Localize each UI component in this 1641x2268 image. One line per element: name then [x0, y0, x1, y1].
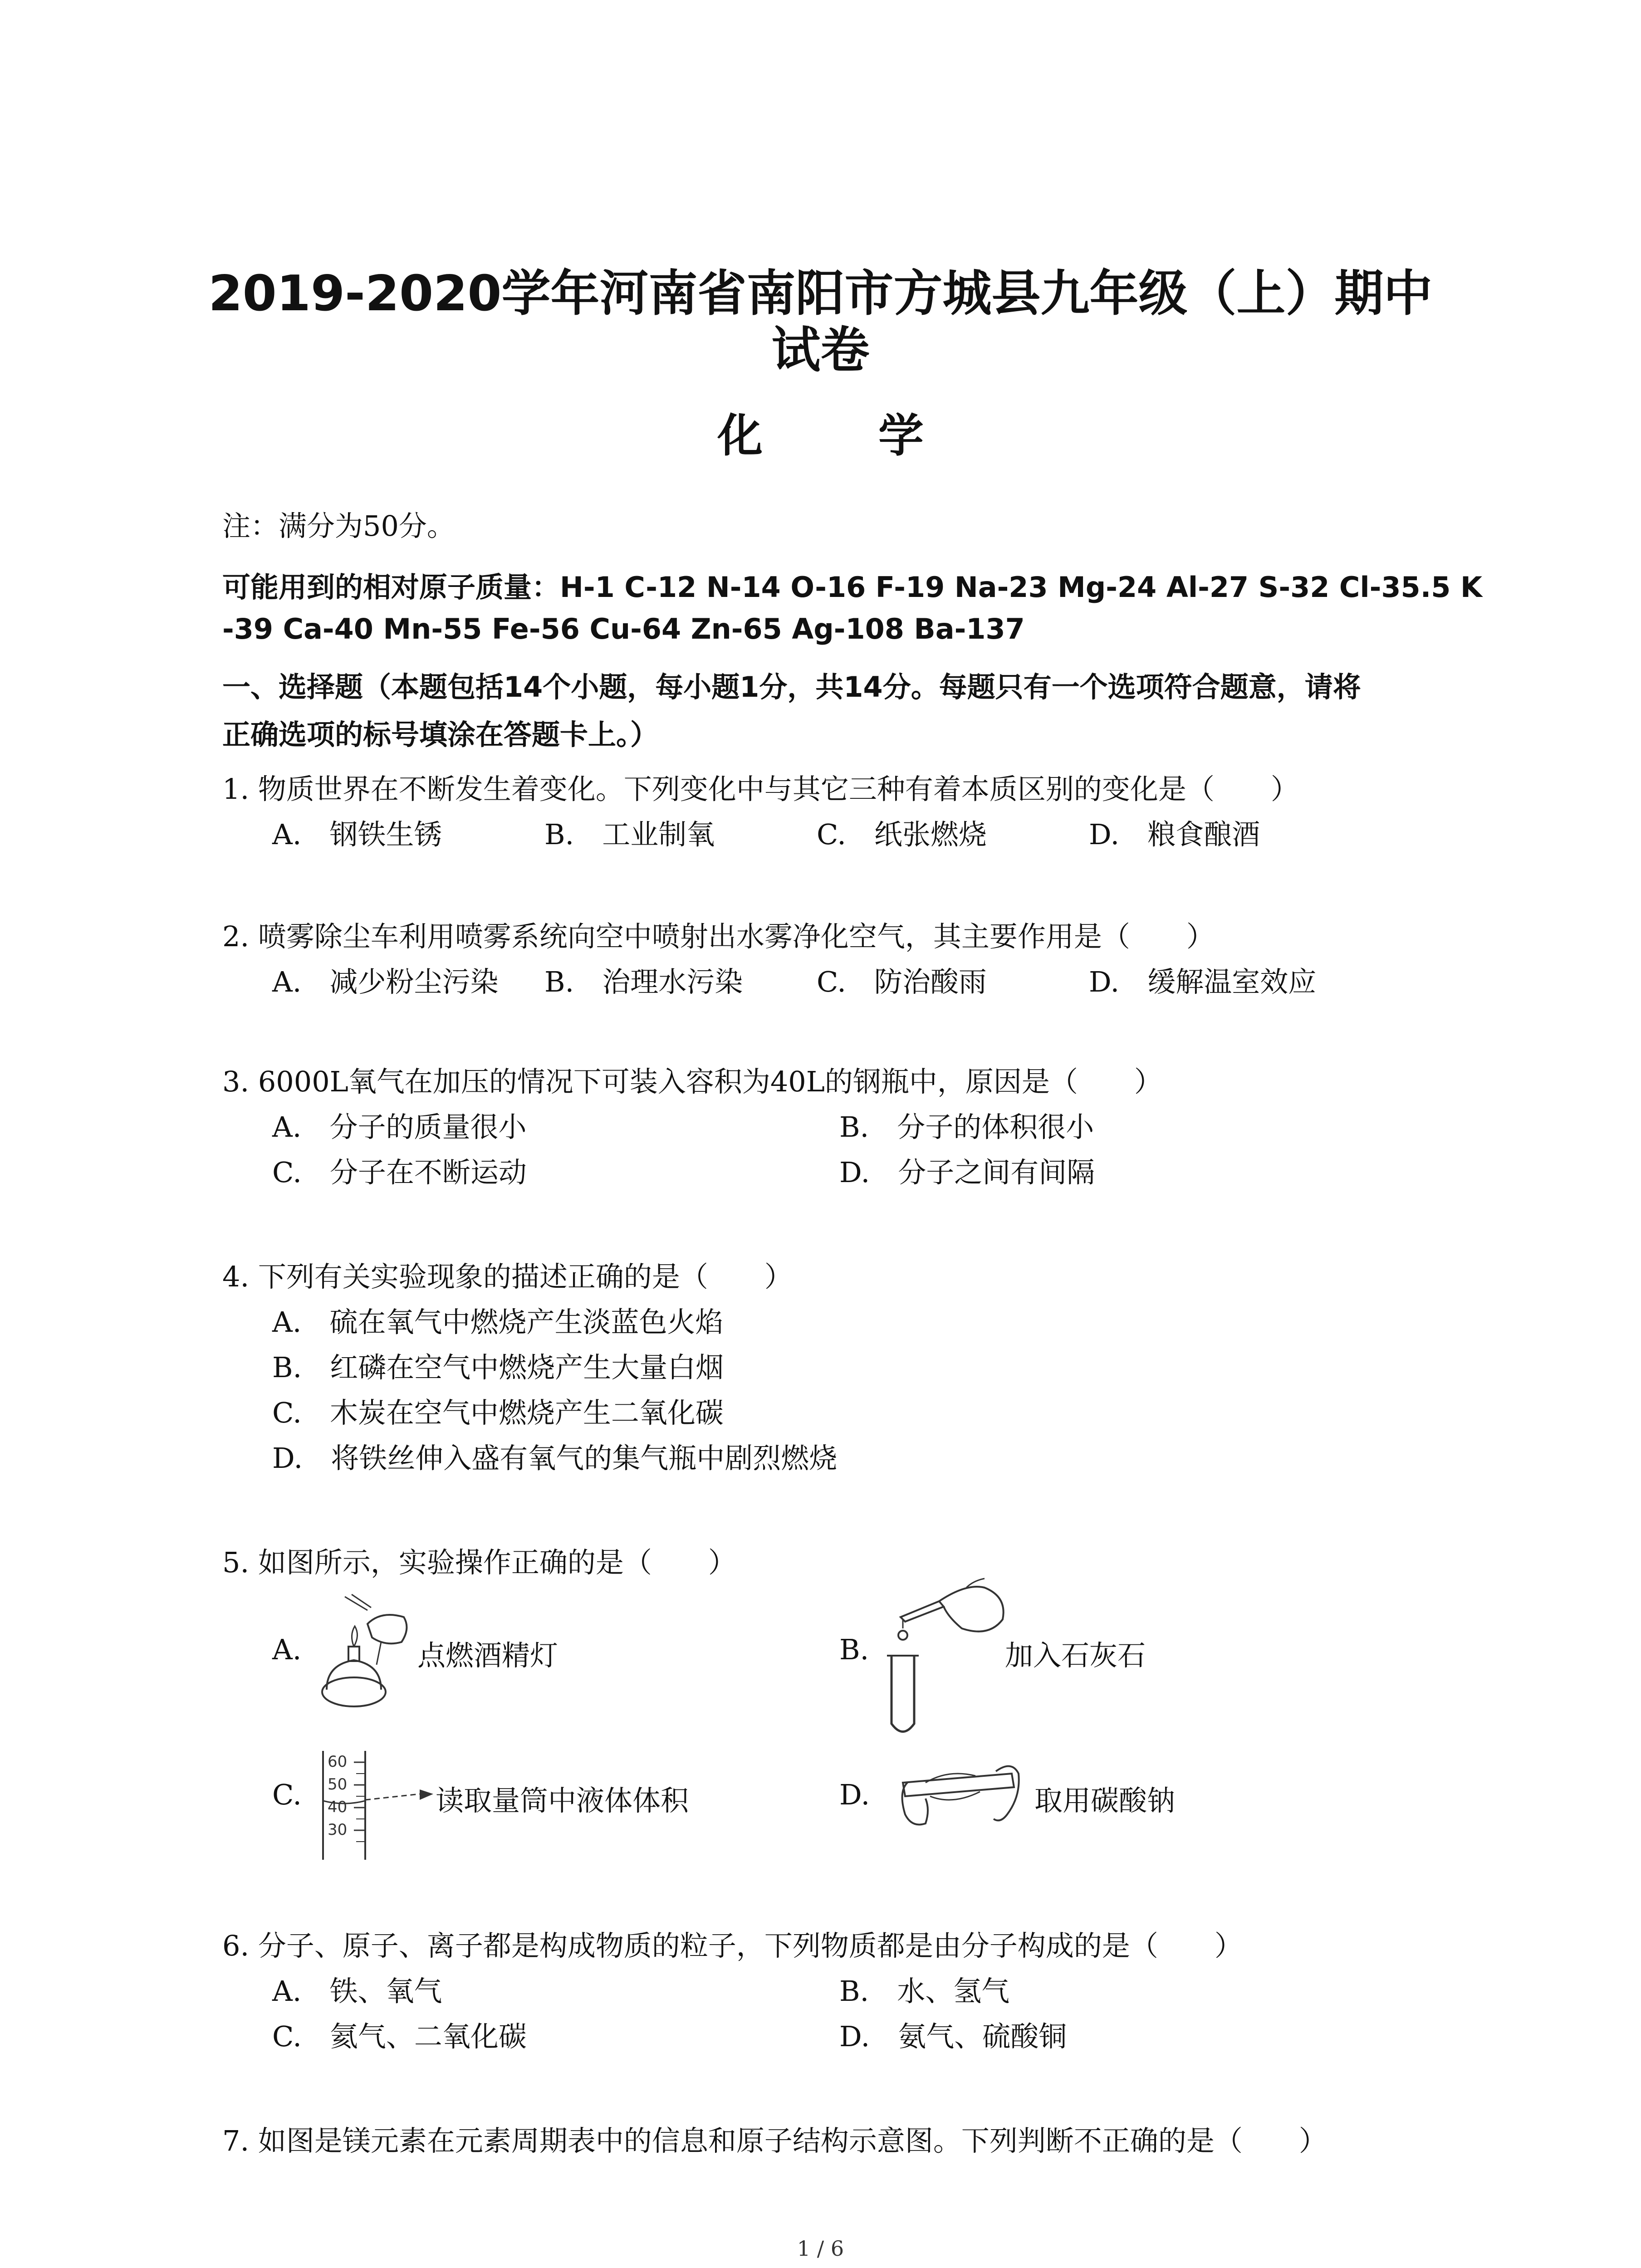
graduated-cylinder-reading-illustration	[318, 1746, 440, 1864]
section-heading-line2: 正确选项的标号填涂在答题卡上。）	[222, 718, 659, 751]
exam-title-line1: 2019-2020学年河南省南阳市方城县九年级（上）期中	[208, 265, 1433, 322]
test-tube-adding-solid-illustration	[876, 1574, 1012, 1737]
question-1-option-c: C. 纸张燃烧	[817, 818, 987, 851]
question-1-option-d: D. 粮食酿酒	[1089, 818, 1260, 851]
question-6-option-c: C. 氦气、二氧化碳	[272, 2020, 527, 2053]
atomic-mass-line2: -39 Ca-40 Mn-55 Fe-56 Cu-64 Zn-65 Ag-108 Ba-137	[222, 612, 1025, 645]
question-4-stem: 4. 下列有关实验现象的描述正确的是（ ）	[222, 1260, 793, 1293]
question-2-option-d: D. 缓解温室效应	[1089, 965, 1317, 998]
question-1-option-a: A. 钢铁生锈	[272, 818, 442, 851]
question-4-option-d: D. 将铁丝伸入盛有氧气的集气瓶中剧烈燃烧	[272, 1442, 838, 1475]
question-5-option-d-letter: D.	[839, 1778, 870, 1811]
atomic-mass-line1: 可能用到的相对原子质量：H-1 C-12 N-14 O-16 F-19 Na-23 Mg-24 Al-27 S-32 Cl-35.5 K	[222, 571, 1483, 604]
question-5-option-a-text: 点燃酒精灯	[417, 1639, 558, 1672]
question-5-stem: 5. 如图所示，实验操作正确的是（ ）	[222, 1546, 736, 1579]
question-5-option-b-text: 加入石灰石	[1005, 1639, 1146, 1672]
question-1-stem: 1. 物质世界在不断发生着变化。下列变化中与其它三种有着本质区别的变化是（ ）	[222, 772, 1299, 806]
alcohol-lamp-lighting-illustration	[313, 1592, 417, 1715]
question-3-option-c: C. 分子在不断运动	[272, 1156, 527, 1189]
question-3-option-a: A. 分子的质量很小	[272, 1110, 527, 1144]
question-2-stem: 2. 喷雾除尘车利用喷雾系统向空中喷射出水雾净化空气，其主要作用是（ ）	[222, 920, 1215, 953]
cylinder-tick-40: 40	[328, 1798, 348, 1816]
question-5-option-b-letter: B.	[839, 1633, 869, 1666]
question-6-option-d: D. 氨气、硫酸铜	[839, 2020, 1067, 2053]
taking-powder-with-paper-illustration	[898, 1755, 1021, 1833]
page-number: 1 / 6	[797, 2236, 844, 2261]
question-2-option-c: C. 防治酸雨	[817, 965, 987, 998]
question-2-option-a: A. 减少粉尘污染	[272, 965, 499, 998]
question-4-option-c: C. 木炭在空气中燃烧产生二氧化碳	[272, 1396, 724, 1429]
question-4-option-a: A. 硫在氧气中燃烧产生淡蓝色火焰	[272, 1305, 724, 1339]
question-6-stem: 6. 分子、原子、离子都是构成物质的粒子，下列物质都是由分子构成的是（ ）	[222, 1929, 1243, 1962]
full-score-note: 注：满分为50分。	[222, 509, 455, 543]
cylinder-tick-50: 50	[328, 1775, 348, 1794]
question-5-option-c-letter: C.	[272, 1778, 302, 1811]
question-2-option-b: B. 治理水污染	[544, 965, 743, 998]
question-4-option-b: B. 红磷在空气中燃烧产生大量白烟	[272, 1351, 724, 1384]
cylinder-tick-60: 60	[328, 1753, 348, 1771]
question-5-option-c-text: 读取量筒中液体体积	[436, 1784, 689, 1817]
section-heading-line1: 一、选择题（本题包括14个小题，每小题1分，共14分。每题只有一个选项符合题意，请将	[222, 670, 1361, 704]
exam-title-line2: 试卷	[771, 322, 870, 379]
question-6-option-a: A. 铁、氧气	[272, 1975, 442, 2008]
question-3-stem: 3. 6000L氧气在加压的情况下可装入容积为40L的钢瓶中，原因是（ ）	[222, 1065, 1162, 1098]
question-7-stem: 7. 如图是镁元素在元素周期表中的信息和原子结构示意图。下列判断不正确的是（ ）	[222, 2124, 1327, 2157]
cylinder-tick-30: 30	[328, 1821, 348, 1839]
question-5-option-a-letter: A.	[272, 1633, 302, 1666]
question-6-option-b: B. 水、氢气	[839, 1975, 1010, 2008]
subject-title: 化 学	[717, 409, 974, 462]
question-1-option-b: B. 工业制氧	[544, 818, 715, 851]
question-3-option-d: D. 分子之间有间隔	[839, 1156, 1095, 1189]
question-5-option-d-text: 取用碳酸钠	[1034, 1784, 1176, 1817]
question-3-option-b: B. 分子的体积很小	[839, 1110, 1094, 1144]
